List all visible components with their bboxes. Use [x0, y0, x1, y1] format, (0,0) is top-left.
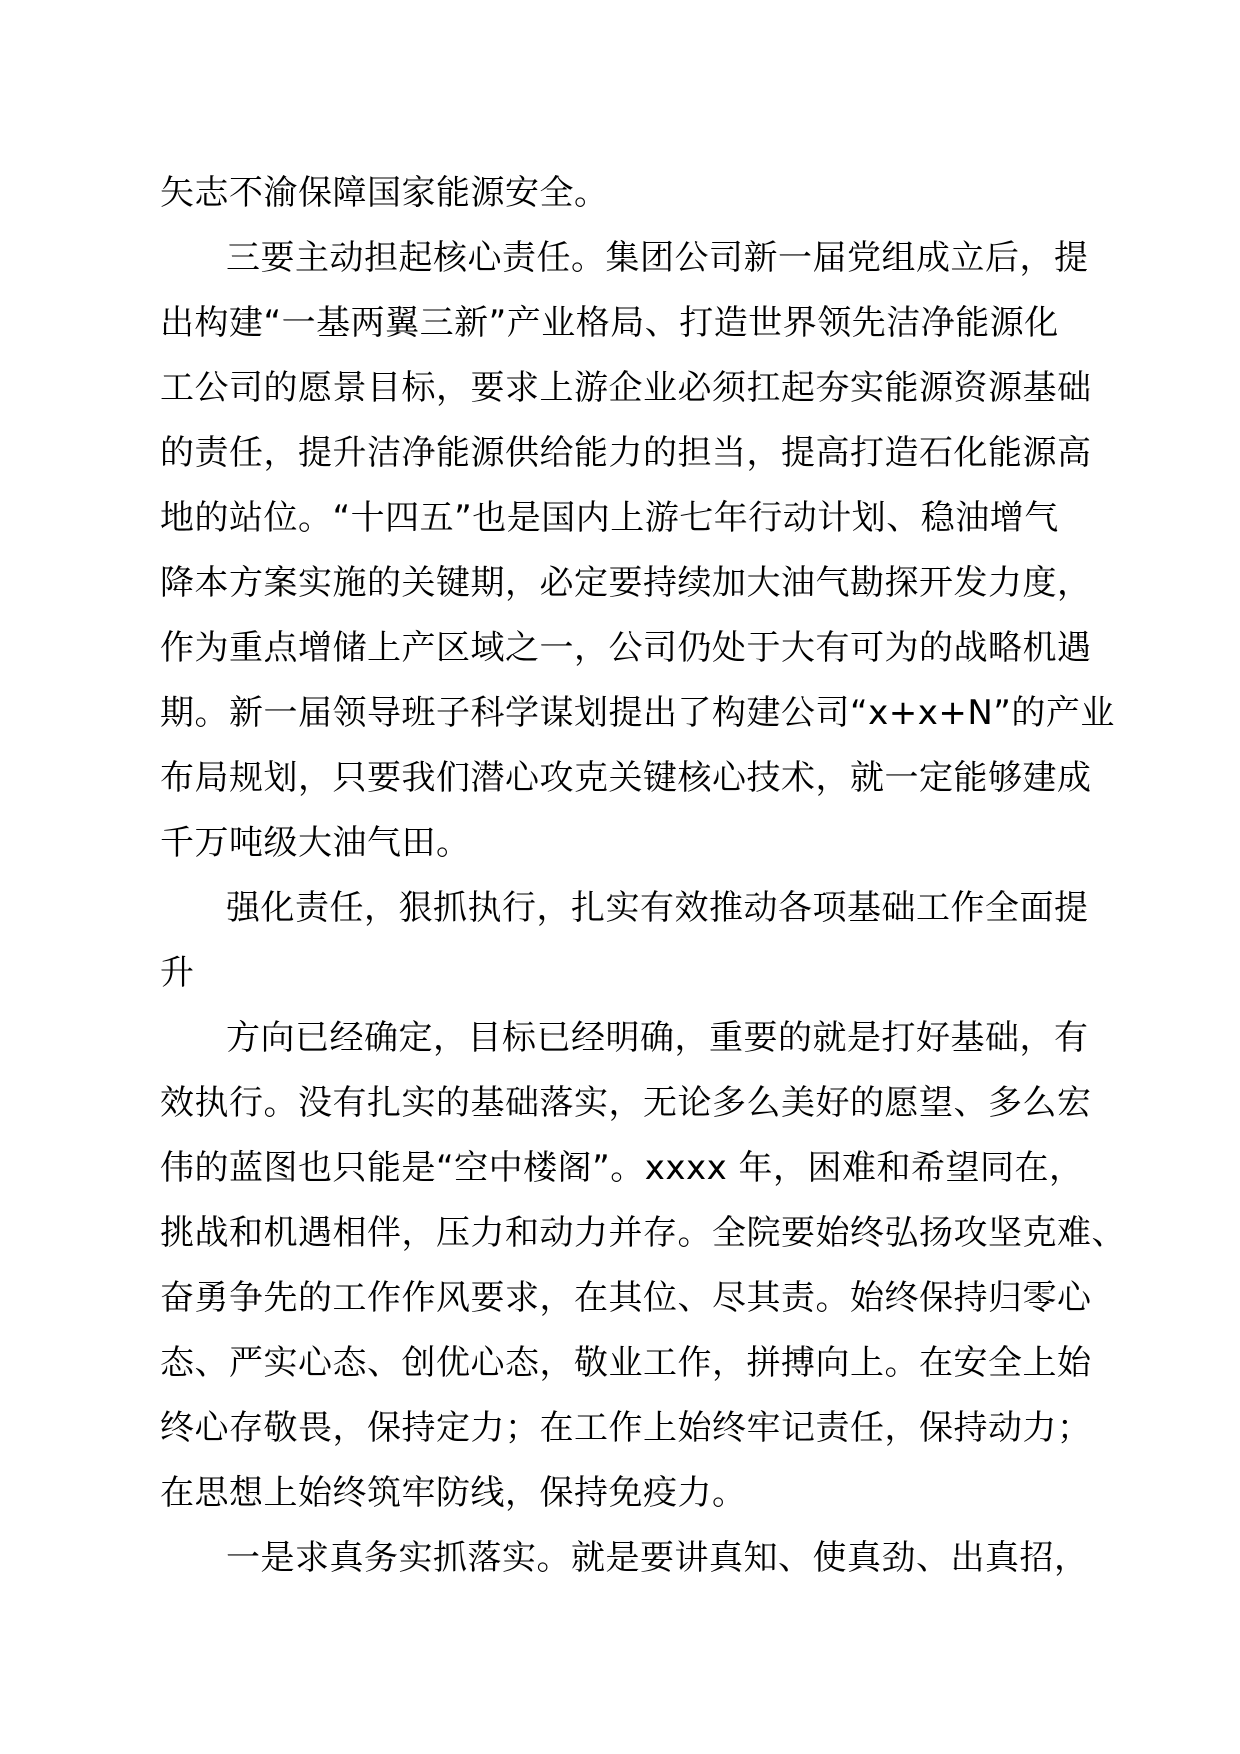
text-line: 千万吨级大油气田。 [160, 823, 471, 863]
text-line: 在思想上始终筑牢防线，保持免疫力。 [160, 1473, 747, 1513]
text-line: 地的站位。“十四五”也是国内上游七年行动计划、稳油增气 [160, 498, 1059, 538]
text-line: 奋勇争先的工作作风要求，在其位、尽其责。始终保持归零心 [160, 1278, 1092, 1318]
section-heading-line: 升 [160, 953, 195, 993]
text-line: 三要主动担起核心责任。集团公司新一届党组成立后，提 [226, 238, 1089, 278]
section-heading-line: 强化责任，狠抓执行，扎实有效推动各项基础工作全面提 [226, 888, 1089, 928]
text-line: 方向已经确定，目标已经明确，重要的就是打好基础，有 [226, 1018, 1089, 1058]
text-line: 挑战和机遇相伴，压力和动力并存。全院要始终弘扬攻坚克难、 [160, 1213, 1126, 1253]
text-line: 降本方案实施的关键期，必定要持续加大油气勘探开发力度， [160, 563, 1092, 603]
text-line: 工公司的愿景目标，要求上游企业必须扛起夯实能源资源基础 [160, 368, 1092, 408]
text-line: 期。新一届领导班子科学谋划提出了构建公司“x+x+N”的产业 [160, 693, 1115, 733]
text-line: 矢志不渝保障国家能源安全。 [160, 173, 609, 213]
text-line: 效执行。没有扎实的基础落实，无论多么美好的愿望、多么宏 [160, 1083, 1092, 1123]
text-line: 作为重点增储上产区域之一，公司仍处于大有可为的战略机遇 [160, 628, 1092, 668]
text-line: 态、严实心态、创优心态，敬业工作，拼搏向上。在安全上始 [160, 1343, 1092, 1383]
text-line: 伟的蓝图也只能是“空中楼阁”。xxxx 年，困难和希望同在， [160, 1148, 1084, 1188]
text-line: 的责任，提升洁净能源供给能力的担当，提高打造石化能源高 [160, 433, 1092, 473]
text-line: 布局规划，只要我们潜心攻克关键核心技术，就一定能够建成 [160, 758, 1092, 798]
text-line: 出构建“一基两翼三新”产业格局、打造世界领先洁净能源化 [160, 303, 1059, 343]
text-line: 一是求真务实抓落实。就是要讲真知、使真劲、出真招， [226, 1538, 1089, 1578]
text-line: 终心存敬畏，保持定力；在工作上始终牢记责任，保持动力； [160, 1408, 1092, 1448]
